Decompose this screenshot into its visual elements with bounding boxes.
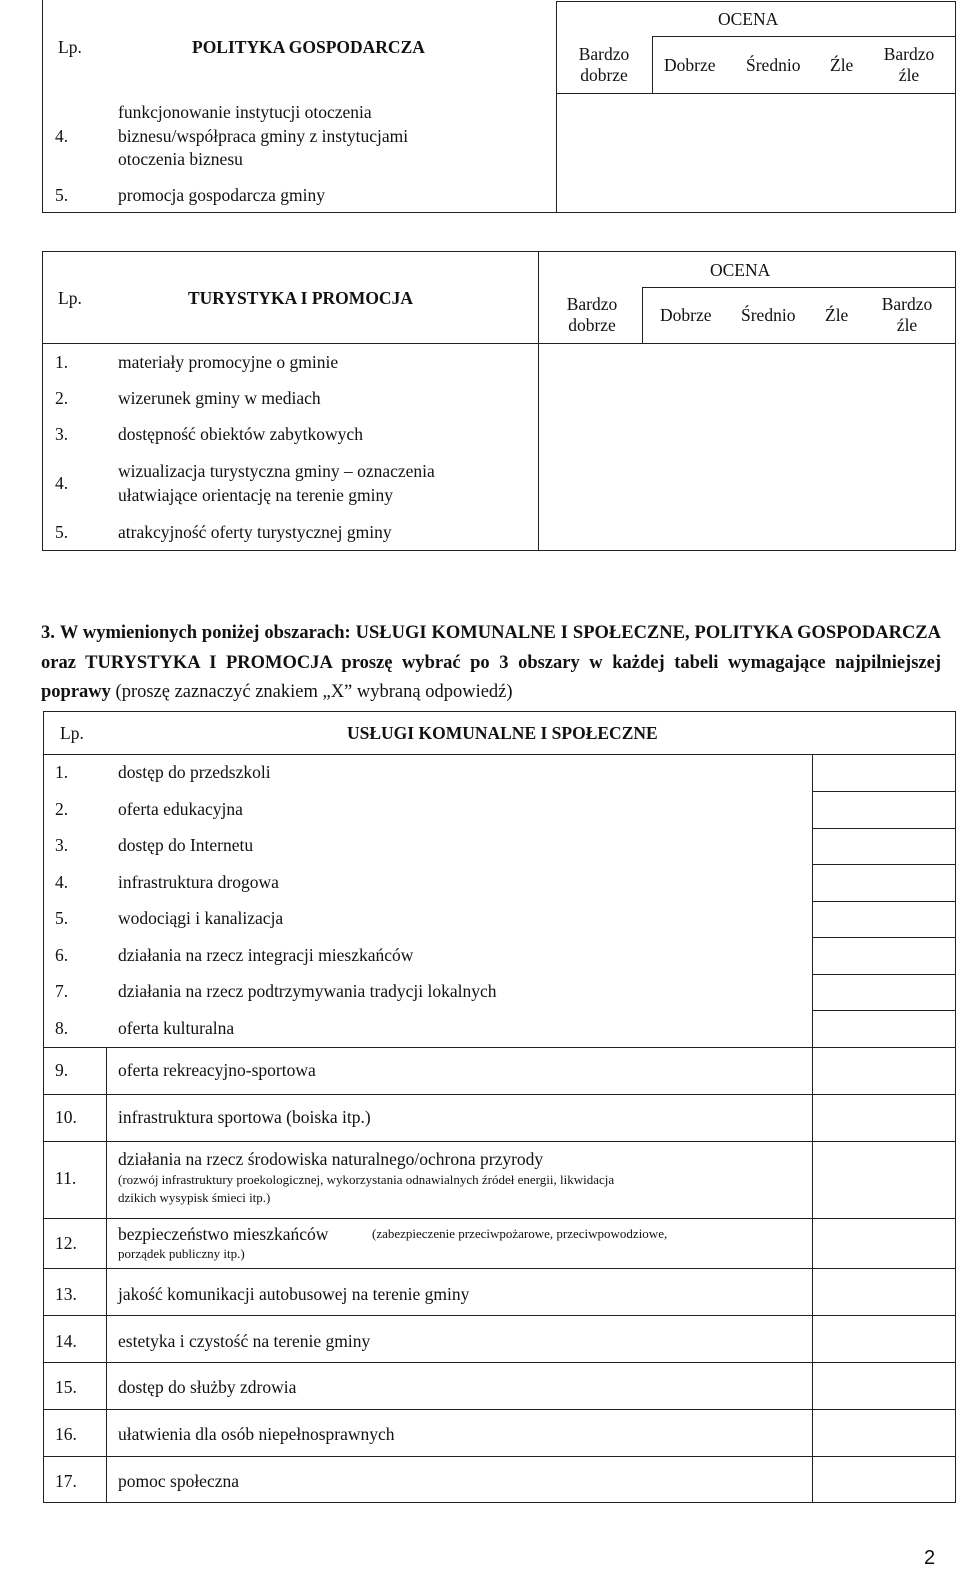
row-num: 3.: [55, 835, 69, 855]
row-num: 6.: [55, 945, 69, 965]
question-3-text: [41, 619, 941, 708]
row-num: 1.: [55, 352, 69, 372]
col-bardzo-dobrze: Bardzo dobrze: [578, 44, 630, 85]
row-note-line: (rozwój infrastruktury proekologicznej, wykorzystania odnawialnych źródeł energii, likwidacja: [118, 1172, 615, 1187]
col-bardzo-zle: Bardzo źle: [881, 294, 933, 335]
col-bardzo-zle: Bardzo źle: [883, 44, 935, 85]
row-text-line: ułatwiające orientację na terenie gminy: [118, 485, 394, 505]
lp-header: Lp.: [58, 37, 82, 57]
row-num: 5.: [55, 522, 69, 542]
row-text: oferta edukacyjna: [118, 799, 243, 819]
question-note: (proszę zaznaczyć znakiem „X” wybraną odpowiedź): [115, 682, 513, 702]
row-text: wodociągi i kanalizacja: [118, 908, 284, 928]
row-text: bezpieczeństwo mieszkańców: [118, 1224, 329, 1244]
row-text: oferta rekreacyjno-sportowa: [118, 1060, 316, 1080]
row-num: 1.: [55, 762, 69, 782]
row-num: 17.: [55, 1471, 77, 1491]
row-text: estetyka i czystość na terenie gminy: [118, 1331, 371, 1351]
col-zle: Źle: [830, 55, 854, 75]
ocena-header: OCENA: [710, 260, 771, 280]
row-num: 4.: [55, 872, 69, 892]
col-bardzo-dobrze: Bardzo dobrze: [566, 294, 618, 335]
row-text: atrakcyjność oferty turystycznej gminy: [118, 522, 392, 542]
row-num: 12.: [55, 1233, 77, 1253]
row-text: ułatwienia dla osób niepełnosprawnych: [118, 1424, 395, 1444]
row-text: promocja gospodarcza gminy: [118, 185, 326, 205]
row-text: dostęp do Internetu: [118, 835, 254, 855]
row-num: 4.: [55, 126, 69, 146]
col-dobrze: Dobrze: [660, 305, 712, 325]
lp-header: Lp.: [60, 723, 84, 743]
row-num: 4.: [55, 473, 69, 493]
col-zle: Źle: [825, 305, 849, 325]
row-text: dostępność obiektów zabytkowych: [118, 424, 363, 444]
col-dobrze: Dobrze: [664, 55, 716, 75]
row-text-line: funkcjonowanie instytucji otoczenia: [118, 102, 372, 122]
row-text: wizerunek gminy w mediach: [118, 388, 321, 408]
row-text: dostęp do przedszkoli: [118, 762, 271, 782]
ocena-header: OCENA: [718, 9, 779, 29]
row-num: 13.: [55, 1284, 77, 1304]
row-num: 9.: [55, 1060, 69, 1080]
row-num: 15.: [55, 1377, 77, 1397]
row-text-line: otoczenia biznesu: [118, 149, 243, 169]
question-number: 3.: [41, 623, 55, 643]
lp-header: Lp.: [58, 288, 82, 308]
question-instruction: W wymienionych poniżej obszarach: USŁUGI KOMUNALNE I SPOŁECZNE, POLITYKA GOSPODARCZA oraz TURYSTYKA I PROMOCJA proszę wybrać po 3 obszary w każdej tabeli wymagające najpilniejszej poprawy: [41, 623, 942, 702]
row-text-line: wizualizacja turystyczna gminy – oznaczenia: [118, 461, 435, 481]
row-num: 8.: [55, 1018, 69, 1038]
row-note-line: porządek publiczny itp.): [118, 1246, 245, 1261]
row-text: oferta kulturalna: [118, 1018, 235, 1038]
row-text: dostęp do służby zdrowia: [118, 1377, 297, 1397]
table-title: TURYSTYKA I PROMOCJA: [188, 288, 413, 308]
row-note-line: dzikich wysypisk śmieci itp.): [118, 1190, 271, 1205]
table-title: POLITYKA GOSPODARCZA: [192, 37, 425, 57]
col-srednio: Średnio: [746, 55, 801, 75]
row-text: infrastruktura drogowa: [118, 872, 279, 892]
row-num: 5.: [55, 185, 69, 205]
row-num: 14.: [55, 1331, 77, 1351]
row-num: 7.: [55, 981, 69, 1001]
row-num: 3.: [55, 424, 69, 444]
row-num: 2.: [55, 799, 69, 819]
row-num: 16.: [55, 1424, 77, 1444]
col-srednio: Średnio: [741, 305, 796, 325]
row-text: pomoc społeczna: [118, 1471, 239, 1491]
row-text: materiały promocyjne o gminie: [118, 352, 339, 372]
row-text-line: biznesu/współpraca gminy z instytucjami: [118, 126, 409, 146]
row-text: działania na rzecz integracji mieszkańców: [118, 945, 414, 965]
row-num: 2.: [55, 388, 69, 408]
table-title: USŁUGI KOMUNALNE I SPOŁECZNE: [347, 723, 658, 743]
row-text: działania na rzecz środowiska naturalnego/ochrona przyrody: [118, 1149, 544, 1169]
page-number: 2: [924, 1547, 936, 1569]
row-text: działania na rzecz podtrzymywania tradycji lokalnych: [118, 981, 497, 1001]
row-num: 5.: [55, 908, 69, 928]
row-note-inline: (zabezpieczenie przeciwpożarowe, przeciwpowodziowe,: [372, 1226, 668, 1241]
row-text: jakość komunikacji autobusowej na terenie gminy: [118, 1284, 470, 1304]
row-num: 11.: [55, 1168, 77, 1188]
row-text: infrastruktura sportowa (boiska itp.): [118, 1107, 371, 1127]
row-num: 10.: [55, 1107, 77, 1127]
